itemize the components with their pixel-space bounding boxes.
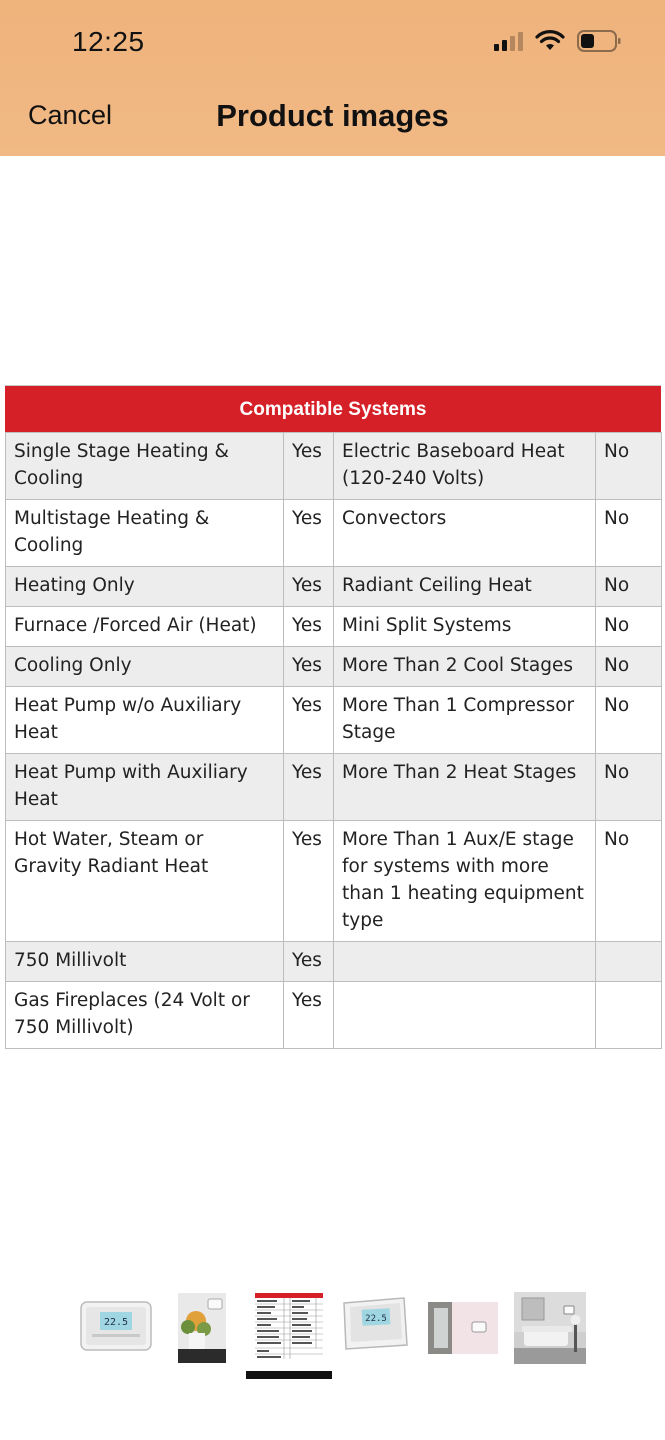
system-name-cell: Single Stage Heating & Cooling bbox=[6, 433, 284, 500]
thumbnail-compatibility-table[interactable] bbox=[254, 1291, 324, 1361]
selected-thumbnail-indicator bbox=[246, 1371, 332, 1379]
system-name-cell: More Than 1 Aux/E stage for systems with more than 1 heating equipment type bbox=[334, 821, 596, 942]
thermostat-flowers-thumbnail-icon bbox=[178, 1293, 226, 1363]
compatibility-table-thumbnail-icon bbox=[254, 1291, 324, 1361]
thumbnail-living-room[interactable] bbox=[514, 1292, 586, 1364]
navigation-header bbox=[0, 0, 665, 156]
system-name-cell: Heat Pump w/o Auxiliary Heat bbox=[6, 687, 284, 754]
table-title: Compatible Systems bbox=[5, 385, 661, 432]
compatibility-value-cell: Yes bbox=[284, 687, 334, 754]
compatibility-value-cell: No bbox=[596, 567, 662, 607]
status-icons bbox=[494, 30, 621, 52]
compatibility-value-cell: Yes bbox=[284, 821, 334, 942]
compatibility-value-cell bbox=[596, 942, 662, 982]
compatibility-value-cell: No bbox=[596, 687, 662, 754]
wifi-icon bbox=[535, 30, 565, 52]
compatibility-value-cell: Yes bbox=[284, 754, 334, 821]
svg-text:22.5: 22.5 bbox=[365, 1314, 387, 1324]
system-name-cell bbox=[334, 942, 596, 982]
room-wall-thumbnail-icon bbox=[428, 1302, 498, 1354]
svg-text:22.5: 22.5 bbox=[103, 1317, 129, 1328]
system-name-cell: More Than 2 Cool Stages bbox=[334, 647, 596, 687]
compatibility-value-cell: Yes bbox=[284, 607, 334, 647]
thumbnail-room-wall[interactable] bbox=[428, 1302, 498, 1354]
system-name-cell: Heating Only bbox=[6, 567, 284, 607]
compatibility-value-cell: Yes bbox=[284, 500, 334, 567]
compatibility-value-cell: No bbox=[596, 607, 662, 647]
compatibility-value-cell: No bbox=[596, 754, 662, 821]
system-name-cell: 750 Millivolt bbox=[6, 942, 284, 982]
cancel-button[interactable]: Cancel bbox=[28, 100, 113, 130]
system-name-cell: Electric Baseboard Heat (120-240 Volts) bbox=[334, 433, 596, 500]
table-row bbox=[6, 607, 662, 647]
status-time: 12:25 bbox=[72, 26, 145, 57]
table-row bbox=[6, 500, 662, 567]
compatibility-value-cell: Yes bbox=[284, 982, 334, 1049]
cellular-signal-icon bbox=[494, 31, 523, 51]
compatibility-value-cell: Yes bbox=[284, 647, 334, 687]
system-name-cell: Heat Pump with Auxiliary Heat bbox=[6, 754, 284, 821]
compatibility-value-cell: No bbox=[596, 500, 662, 567]
product-image-compatible-systems[interactable] bbox=[5, 385, 661, 1049]
thermostat-angled-thumbnail-icon bbox=[340, 1295, 410, 1353]
thumbnail-thermostat[interactable] bbox=[80, 1300, 152, 1352]
system-name-cell: Multistage Heating & Cooling bbox=[6, 500, 284, 567]
thumbnail-strip bbox=[0, 1290, 665, 1380]
table-row bbox=[6, 942, 662, 982]
compatibility-value-cell: Yes bbox=[284, 433, 334, 500]
table-row bbox=[6, 754, 662, 821]
compatibility-value-cell: Yes bbox=[284, 942, 334, 982]
compatibility-value-cell: No bbox=[596, 433, 662, 500]
table-row bbox=[6, 433, 662, 500]
system-name-cell: Furnace /Forced Air (Heat) bbox=[6, 607, 284, 647]
table-row bbox=[6, 982, 662, 1049]
compatibility-table bbox=[5, 432, 662, 1049]
compatibility-value-cell: No bbox=[596, 821, 662, 942]
thumbnail-thermostat-flowers[interactable] bbox=[178, 1293, 226, 1363]
system-name-cell: More Than 2 Heat Stages bbox=[334, 754, 596, 821]
system-name-cell: Cooling Only bbox=[6, 647, 284, 687]
compatibility-value-cell bbox=[596, 982, 662, 1049]
thermostat-thumbnail-icon bbox=[80, 1300, 152, 1352]
system-name-cell: Convectors bbox=[334, 500, 596, 567]
living-room-thumbnail-icon bbox=[514, 1292, 586, 1364]
system-name-cell: Hot Water, Steam or Gravity Radiant Heat bbox=[6, 821, 284, 942]
table-row bbox=[6, 687, 662, 754]
page-title: Product images bbox=[216, 98, 449, 133]
system-name-cell: Radiant Ceiling Heat bbox=[334, 567, 596, 607]
system-name-cell: Mini Split Systems bbox=[334, 607, 596, 647]
compatibility-value-cell: Yes bbox=[284, 567, 334, 607]
battery-icon bbox=[577, 30, 621, 52]
thumbnail-thermostat-angled[interactable] bbox=[340, 1295, 410, 1353]
table-row bbox=[6, 567, 662, 607]
table-row bbox=[6, 821, 662, 942]
system-name-cell: Gas Fireplaces (24 Volt or 750 Millivolt) bbox=[6, 982, 284, 1049]
system-name-cell bbox=[334, 982, 596, 1049]
table-row bbox=[6, 647, 662, 687]
system-name-cell: More Than 1 Compressor Stage bbox=[334, 687, 596, 754]
compatibility-value-cell: No bbox=[596, 647, 662, 687]
